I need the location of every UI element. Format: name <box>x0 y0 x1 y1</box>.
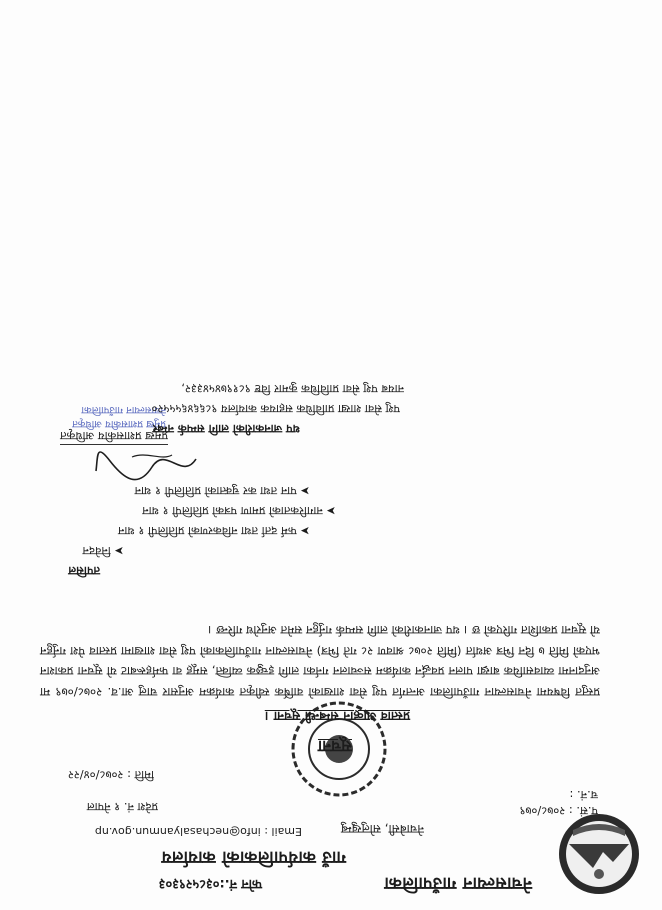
contact-line: नायब पशु सेवा प्राविधिक कुमार विष्ट ९८१९७४५४३३२, <box>181 382 404 396</box>
notice-paragraph: प्रस्तुत विषयमा नेचासल्यान गाउँपालिका अन्तर्गत पशु सेवा शाखाको वार्षिक स्वीकृत कार्यक्रम अनुसार चालु आ.व. २०७८/०७९ मा अनुदानमा व्यावसायिक बाख्रा पालन प्रवर्द्धन कार्यक्रम सञ्चालन गर्नका लागि इच्छुक व्यक्ति, समूह वा फर्महरूबाट यो सूचना प्रकाशन भएको मिति ७ दिन भित्र अर्थात (मिति २०७८ श्रावण २८ गते भित्र) नेचासल्यान गाउँपालिकाको पशु सेवा शाखामा प्रस्ताव पेश गर्नुहुन यो सूचना प्रकाशित गरिएको छ । थप जानकारीको लागि सम्पर्क गर्नुहुन समेत अनुरोध गरिन्छ । <box>40 623 600 699</box>
contact-line: पशु सेवा शाखा प्राविधिक सहायक कार्यालय ९८६६४६५५५२० <box>151 402 400 416</box>
attachment-item: ➤ नागरिकताको प्रमाण पत्रको प्रतिलिपी १ थान <box>142 504 336 518</box>
contact-heading: थप जानकारीको लागि सम्पर्क नम्बर <box>152 422 300 436</box>
notice-subject: प्रस्ताव आव्हान सम्बन्धी सूचना । <box>264 709 410 724</box>
notice-title: सूचना <box>317 737 352 756</box>
attachment-item: ➤ फर्म दर्ता तथा नविकरणको प्रतिलिपी १ थान <box>118 524 310 538</box>
attachment-item: ➤ पान तथा कर चुक्ताको प्रतिलिपी १ थान <box>134 484 310 498</box>
stamp-line-1: प्रमुख प्रशासकीय अधिकृत <box>72 418 166 429</box>
signatory-role: प्रमुख प्रशासकीय अधिकृत <box>60 429 168 443</box>
office-location: नेचाबेसी, सोलुखुम्बु <box>340 822 424 836</box>
municipality-name: नेचासल्यान गाउँपालिका <box>384 873 532 893</box>
patra-sankhya: प.सं. : २०७८/०७९ <box>519 804 598 818</box>
province-label: प्रदेश नं. १ नेपाल <box>86 800 158 814</box>
attachment-item: ➤ निवेदन <box>82 544 124 558</box>
stamp-line-2: नेचासल्यान गाउँपालिका <box>81 404 166 415</box>
nepal-emblem-logo <box>557 812 641 896</box>
email-address: Email : info@nechasalyanmun.gov.np <box>94 825 302 838</box>
attachments-heading: तपसिल <box>68 564 100 578</box>
phone-number: फोन नं.:०३८५२९३०३ <box>158 876 262 891</box>
issue-date: मिति : २०७८/०४/२२ <box>67 768 154 782</box>
handwritten-signature <box>92 445 202 485</box>
chalani-number: च.नं. : <box>569 788 598 802</box>
office-name: गाउँ कार्यपालिकाको कार्यालय <box>161 847 346 867</box>
